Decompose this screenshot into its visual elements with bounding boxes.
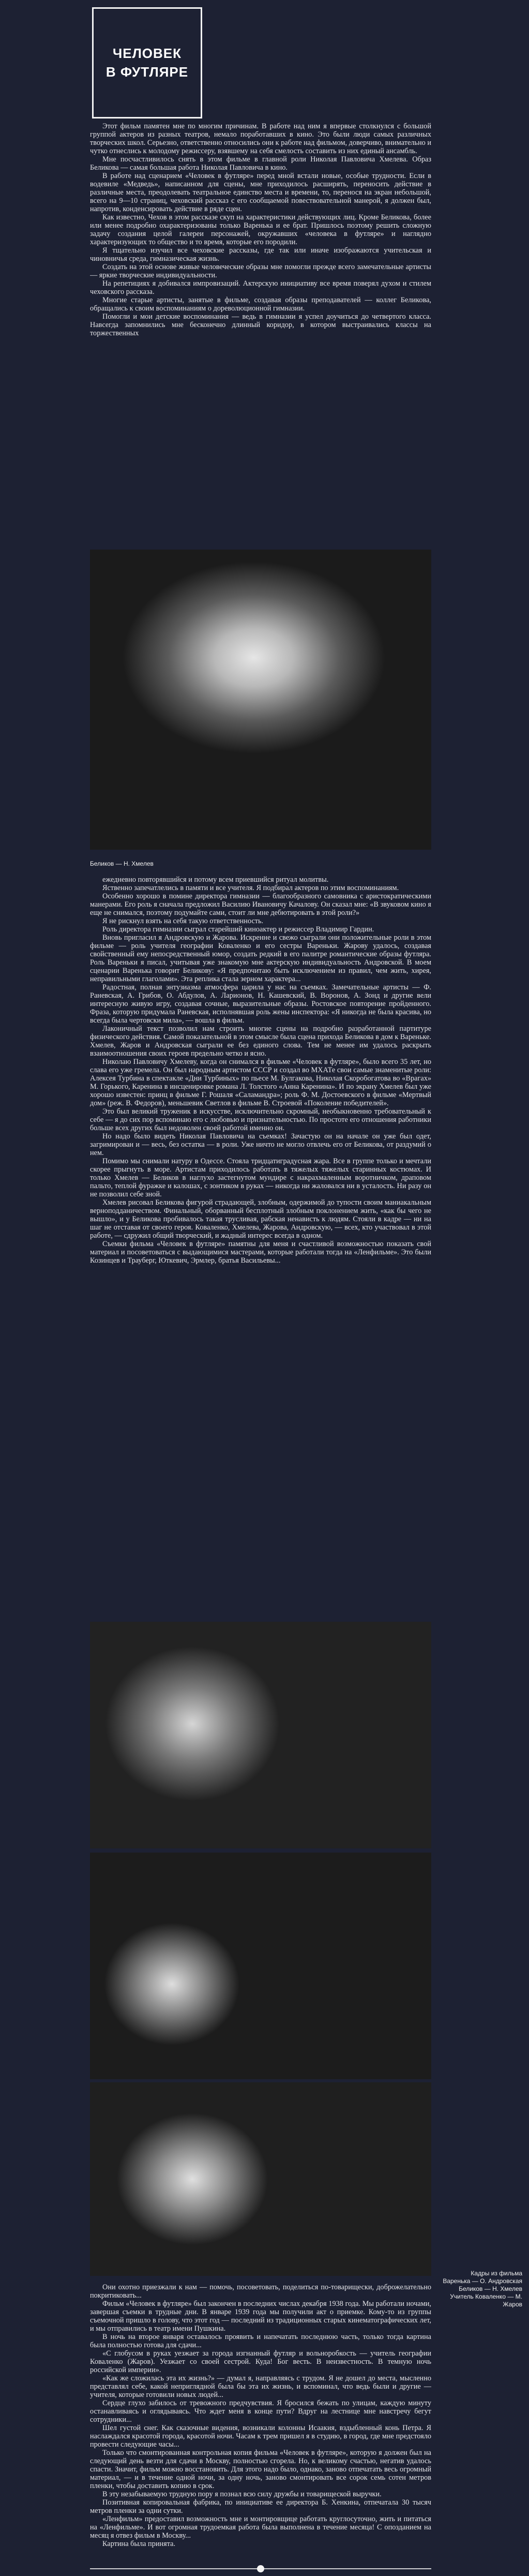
page-scrollbar-thumb[interactable]	[257, 2565, 264, 2572]
paragraph: Фильм «Человек в футляре» был закончен в последних числах декабря 1938 года. Мы работали ночами, завершая съемки в трудные дни. В январе 1939 года мы получили акт о приемке. Кому-то из группы съемочной пришло в голову, что этот год — последний из традиционных старых кинематографических лет, и мы отправились в театр имени Пушкина.	[90, 2300, 431, 2333]
paragraph: Позитивная копировальная фабрика, по инициативе ее директора Б. Хенкина, отпечатала 30 тысяч метров пленки за одни сутки.	[90, 2498, 431, 2515]
paragraph: Вновь пригласил я Андровскую и Жарова. Искренне и свежо сыграли они положительные роли в этом фильме — роль учителя географии Коваленко и его сестры Вареньки. Жарову удалось, создавая свойственный ему непосредственный юмор, создать редкий в его палитре романтические образы футляра. Роль Вареньки я писал, учитывая уже знакомую мне актерскую индивидуальность Андровской. В моем сценарии Варенька говорит Беликову: «Я предпочитаю быть исключением из правил, чем жить, хирея, неправильными глаголами». Эта реплика стала зерном характера...	[90, 934, 431, 983]
paragraph: Многие старые артисты, занятые в фильме, создавая образы преподавателей — коллег Беликова, обращались к своим воспоминаниям о дореволюционной гимназии.	[90, 296, 431, 313]
photo-1-caption: Беликов — Н. Хмелев	[90, 860, 154, 867]
paragraph: Это был великий труженик в искусстве, исключительно скромный, необыкновенно требовательный к себе — я до сих пор вспоминаю его с любовью и признательностью. По простоте его отношения работники больше всех других был недоволен своей работой именно он.	[90, 1107, 431, 1132]
paragraph: Съемки фильма «Человек в футляре» памятны для меня и счастливой возможностью показать свой материал и посоветоваться с выдающимися мастерами, которые работали тогда на «Ленфильме». Это были Козинцев и Трауберг, Юткевич, Эрмлер, братья Васильевы...	[90, 1240, 431, 1265]
paragraph: Помогли и мои детские воспоминания — ведь в гимназии я успел доучиться до четвертого класса. Навсегда запомнились мне бесконечно длинный коридор, в котором выстраивались классы на торжественных	[90, 313, 431, 337]
paragraph: Сердце глухо забилось от тревожного предчувствия. Я бросился бежать по улицам, каждую минуту останавливаясь и оглядываясь. Что ждет меня в конце пути? Вдруг на лестнице мне навстречу бегут сотрудники...	[90, 2399, 431, 2424]
title-line-1: ЧЕЛОВЕК	[112, 46, 182, 62]
paragraph: Шел густой снег. Как сказочные видения, возникали колонны Исаакия, вздыбленный конь Петра. Я наслаждался красотой города, красотой ночи. Часам к трем пришел я в студию, в город, где мне предстояло провести следующие часы...	[90, 2424, 431, 2449]
paragraph: Мне посчастливилось снять в этом фильме в главной роли Николая Павловича Хмелева. Образ Беликова — самая большая работа Николая Павловича в кино.	[90, 155, 431, 172]
paragraph: «Как же сложилась эта их жизнь?» — думал я, направляясь с трудом. Я не дошел до места, мысленно представлял себе, какой неприглядной была бы эта их жизнь, и вспоминал, что ведь были и другие — учителя, которые готовили новых людей...	[90, 2374, 431, 2399]
photo-still-dialogue	[90, 2082, 431, 2276]
article-text-section-1	[90, 122, 431, 539]
page-indicator[interactable]	[0, 2565, 529, 2573]
paragraph: Яственно запечатлелись в памяти и все учителя. Я подбирал актеров по этим воспоминаниям.	[102, 884, 399, 892]
paragraph: В ночь на второе января оставалось проявить и напечатать последнюю часть, только тогда картина была полностью готова для сдачи...	[90, 2333, 431, 2349]
photos-caption	[434, 2270, 522, 2308]
title-line-2: В ФУТЛЯРЕ	[105, 64, 189, 80]
photos-caption-line-1: Кадры из фильма	[471, 2270, 522, 2277]
paragraph: Этот фильм памятен мне по многим причинам. В работе над ним я впервые столкнулся с большой группой актеров из разных театров, немало поработавших в кино. Это были люди самых различных творческих школ. Серьезно, ответственно относились они к работе над фильмом, доверчиво, внимательно и чутко отнеслись к молодому режиссеру, взявшему на себя смелость составить из них единый ансамбль.	[90, 122, 431, 155]
paragraph: Помимо мы снимали натуру в Одессе. Стояла тридцатиградусная жара. Все в группе только и мечтали скорее прыгнуть в море. Артистам приходилось работать в тяжелых тяжелых старинных костюмах. И только Хмелев — Беликов в наглухо застегнутом мундире с накрахмаленным воротничком, драповом пальто, теплой фуражке и калошах, с зонтиком в руках — никогда ни жаловался ни в усталость. Ни разу он не позволил себе зной.	[90, 1157, 431, 1198]
photo-still-group	[90, 1853, 431, 2079]
paragraph: Особенно хорошо в помине директора гимназии — благообразного самовника с аристократическими манерами. Его роль я сначала предложил Василию Ивановичу Качалову. Он сказал мне: «В звуковом кино я еще не снимался, поэтому подумайте сами, стоит ли мне дебютировать в этой роли?»	[90, 892, 431, 917]
photos-caption-line-3: Беликов — Н. Хмелев	[459, 2285, 522, 2292]
paragraph: ежедневно повторявшийся и потому всем приевшийся ритуал молитвы.	[102, 876, 329, 884]
paragraph: Я тщательно изучил все чеховские рассказы, где так или иначе изображаются учительская и чиновничья среда, гимназическая жизнь.	[90, 246, 431, 263]
paragraph: Я не рискнул взять на себя такую ответственность.	[102, 917, 264, 925]
paragraph: На репетициях я добивался импровизаций. Актерскую инициативу все время поверял духом и стилем чеховского рассказа.	[90, 279, 431, 296]
paragraph: Роль директора гимназии сыграл старейший кинoактер и режиссер Владимир Гардин.	[102, 925, 374, 934]
paragraph: Радостная, полная энтузиазма атмосфера царила у нас на съемках. Замечательные артисты — Ф. Раневская, А. Грибов, О. Абдулов, А. Ларионов, Н. Кашевский, В. Воронов, А. Зонд и другие вели интересную живую игру, создавая сочные, выразительные образы. Ростовское повторение пройденного. Фраза, которую придумала Раневская, исполнявшая роль жены инспектора: «Я никогда не была красива, но всегда была чертовски мила», — вошла в фильм.	[90, 983, 431, 1025]
photo-still-classroom	[90, 1622, 431, 1848]
paragraph: Создать на этой основе живые человеческие образы мне помогли прежде всего замечательные артисты — яркие творческие индивидуальности.	[90, 263, 431, 279]
paragraph: Николаю Павловичу Хмелеву, когда он снимался в фильме «Человек в футляре», было всего 35 лет, но слава его уже гремела. Он был народным артистом СССР и создал во МХАТе свои самые знаменитые роли: Алексея Турбина в спектакле «Дни Турбиных» по пьесе М. Булгакова, Николая Скоробогатова во «Врагах» М. Горького, Каренина в инсценировке романа Л. Толстого «Анна Каренина». И по экрану Хмелев был уже хорошо известен: принц в фильме Г. Рошаля «Саламандра»; роль Ф. М. Достоевского в фильме «Мертвый дом» (реж. В. Федоров), меньшевик Светлов в фильме В. Строевой «Поколение победителей».	[90, 1058, 431, 1107]
paragraph: В эту незабываемую трудную пору я познал всю силу дружбы и товарищеской выручки.	[102, 2490, 382, 2498]
paragraph: «Ленфильм» предоставил возможность мне и монтировщице работать круглосуточно, жить и питаться на «Ленфильме». И вот огромная трудоемкая работа была выполнена в течение месяца! С опозданием на месяц я отвез фильм в Москву...	[90, 2515, 431, 2540]
paragraph: «С глобусом в руках уезжает за города изгнанный футляр и вольноробкость — учитель географии Коваленко (Жаров). Уезжает со своей сестрой. Куда! Бог весть. В неизвестность. В темную ночь российской империи».	[90, 2349, 431, 2374]
paragraph: Они охотно приезжали к нам — помочь, посоветовать, поделиться по-товарищески, доброжелательно покритиковать...	[90, 2283, 431, 2300]
article-title-box	[92, 7, 202, 119]
article-text-section-2	[90, 876, 431, 1616]
photos-caption-line-4: Учитель Коваленко — М. Жаров	[450, 2293, 522, 2308]
paragraph: Как известно, Чехов в этом рассказе скуп на характеристики действующих лиц. Кроме Беликова, более или менее подробно охарактеризованы только Варенька и ее брат. Пришлось поэтому решить сложную задачу создания целой галереи персонажей, окружавших «человека в футляре» и наглядно характеризующих то общество и то время, которые его породили.	[90, 213, 431, 246]
paragraph: Лаконичный текст позволил нам строить многие сцены на подробно разработанной партитуре физического действия. Самой показательной в этом смысле была сцена прихода Беликова в дом к Вареньке. Хмелев, Жаров и Андровская сыграли ее без единого слова. Тем не менее им удалось раскрыть взаимоотношения своих героев предельно четко и ясно.	[90, 1025, 431, 1058]
photo-belikov-portrait	[90, 550, 431, 850]
paragraph: Хмелев рисовал Беликова фигурой страдающей, злобным, одержимой до тупости своим маниакальным верноподданичеством. Финальный, оборванный бесплотный злобным поклонением жить, «как бы чего не вышло», и у Беликова пробивалось такая трусливая, рабская ненависть к людям. Стояли в кадре — ни на шаг не отставая от своего героя. Коваленко, Хмелева, Жарова, Андровскую, — всех, кто участвовал в этой работе, — сдружил общий творческий, и жадный интерес всегда в одном.	[90, 1198, 431, 1240]
photos-caption-line-2: Варенька — О. Андровская	[443, 2277, 522, 2285]
paragraph: Но надо было видеть Николая Павловича на съемках! Зачастую он на начале он уже был одет, загримирован и — весь, без остатка — в роли. Уже ничто не могло отвлечь его от Беликова, от раздумий о нем.	[90, 1132, 431, 1157]
paragraph: Картина была принята.	[102, 2540, 176, 2548]
article-text-section-3	[90, 2283, 431, 2563]
paragraph: Только что смонтированная контрольная копия фильма «Человек в футляре», которую я должен был на следующий день везти для сдачи в Москву, полностью сгорела. Но, к великому счастью, негатив удалось спасти. Значит, фильм можно восстановить. Для этого надо было, однако, заново отпечатать весь огромный материал, — и в течение одной ночи, за одну ночь, заново смонтировать все сорок семь сотен метров пленки, чтобы доставить копию в срок.	[90, 2449, 431, 2490]
paragraph: В работе над сценарием «Человек в футляре» перед мной встали новые, особые трудности. Если в водевиле «Медведь», написанном для сцены, мне приходилось расширять, переносить действие в различные места, преодолевать театральное единство места и времени, то, перенося на экран небольшой, всего на 9—10 страниц, чеховский рассказ с его сообщаемой повествовательной манерой, я должен был, напротив, конденсировать действие в ряде сцен.	[90, 172, 431, 213]
